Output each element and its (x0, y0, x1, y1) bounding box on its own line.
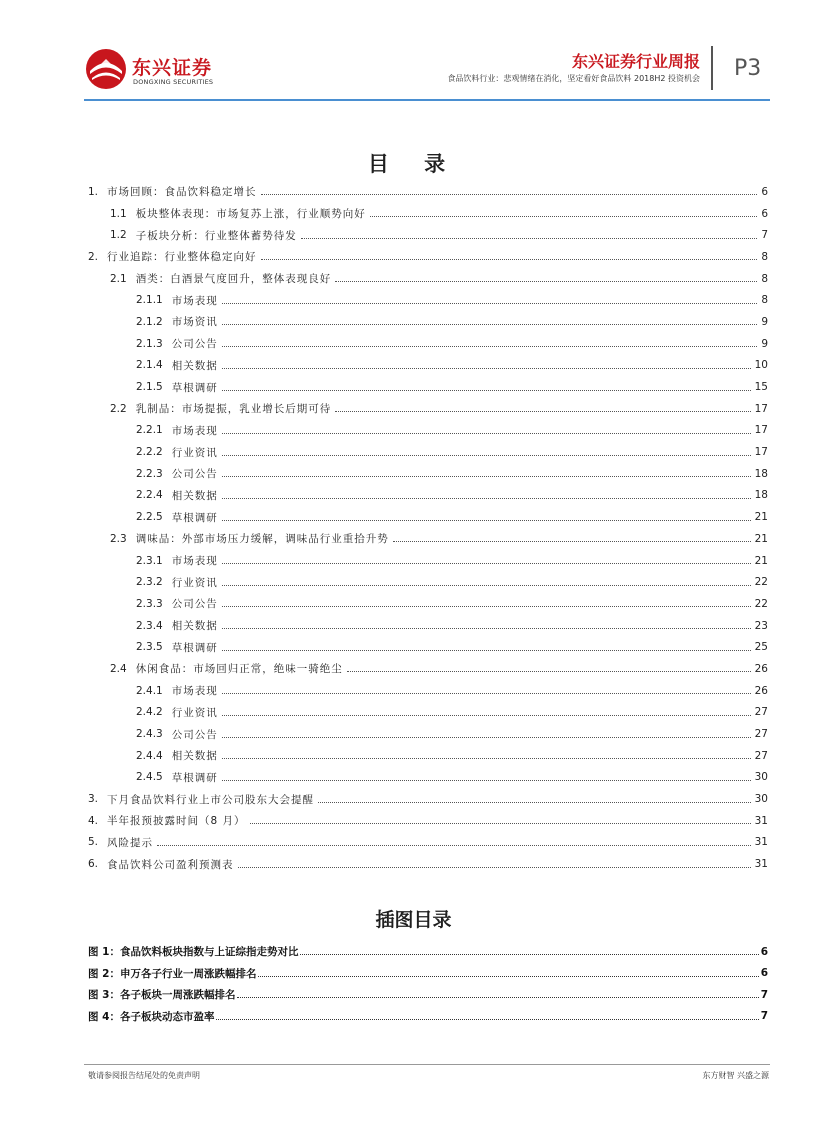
toc-leader-dots (222, 758, 751, 759)
header-divider (711, 46, 713, 90)
toc-entry-text: 公司公告 (171, 338, 218, 351)
toc-entry-number: 2.2 (110, 402, 127, 415)
toc-entry-text: 市场表现 (171, 555, 218, 568)
toc-leader-dots (222, 780, 751, 781)
toc-leader-dots (222, 737, 751, 738)
toc-entry-number: 2.3.5 (136, 641, 163, 654)
toc-entry-text: 风险提示 (107, 836, 154, 849)
toc-entry-text: 行业资讯 (171, 706, 218, 719)
toc-entry-text: 调味品：外部市场压力缓解，调味品行业重拾升势 (135, 533, 389, 546)
toc-leader-dots (318, 802, 751, 803)
page-header (0, 0, 827, 110)
toc-entry-text: 草根调研 (171, 771, 218, 784)
toc-entry-page: 17 (754, 446, 768, 459)
toc-entry-page: 22 (754, 597, 768, 610)
toc-leader-dots (261, 259, 758, 260)
toc-entry-text: 市场表现 (171, 424, 218, 437)
toc-entry-number: 2.3.2 (136, 576, 163, 589)
toc-entry-number: 2.1.5 (136, 381, 163, 394)
toc-leader-dots (222, 693, 751, 694)
toc-entry-number: 2. (88, 250, 99, 263)
toc-entry-number: 2.4.5 (136, 771, 163, 784)
toc-entry-text: 子板块分析：行业整体蓄势待发 (135, 229, 297, 242)
figure-leader-dots (300, 954, 758, 955)
toc-entry[interactable] (88, 441, 768, 463)
toc-entry-text: 草根调研 (171, 381, 218, 394)
toc-entry[interactable] (88, 658, 768, 680)
toc-leader-dots (261, 194, 758, 195)
figure-entry-text: 图 1：食品饮料板块指数与上证综指走势对比 (88, 946, 299, 959)
toc-leader-dots (222, 585, 751, 586)
toc-entry[interactable] (88, 723, 768, 745)
figure-entry-text: 图 4：各子板块动态市盈率 (88, 1010, 215, 1023)
toc-entry[interactable] (88, 333, 768, 355)
toc-entry-number: 2.2.4 (136, 489, 163, 502)
toc-leader-dots (250, 823, 751, 824)
toc-leader-dots (393, 541, 751, 542)
toc-entry-text: 休闲食品：市场回归正常，绝味一骑绝尘 (135, 663, 343, 676)
figure-entry-page: 6 (760, 945, 768, 958)
toc-entry-number: 6. (88, 858, 99, 871)
toc-entry-number: 2.4.1 (136, 684, 163, 697)
toc-entry-text: 半年报预披露时间（8 月） (107, 815, 246, 828)
toc-entry-number: 4. (88, 814, 99, 827)
logo-text-en: DONGXING SECURITIES (133, 78, 214, 86)
toc-entry-page: 31 (754, 858, 768, 871)
toc-entry-page: 22 (754, 576, 768, 589)
figure-leader-dots (258, 976, 758, 977)
toc-entry[interactable] (88, 203, 768, 225)
toc-entry-number: 2.4.2 (136, 706, 163, 719)
toc-leader-dots (222, 715, 751, 716)
toc-entry-number: 2.4 (110, 662, 127, 675)
toc-entry-page: 27 (754, 706, 768, 719)
toc-entry-page: 8 (761, 294, 768, 307)
toc-entry-number: 1.2 (110, 229, 127, 242)
toc-entry-number: 2.4.3 (136, 728, 163, 741)
toc-leader-dots (222, 520, 751, 521)
toc-entry-number: 1.1 (110, 207, 127, 220)
toc-entry[interactable] (88, 506, 768, 528)
toc-entry-page: 8 (761, 272, 768, 285)
toc-entry-page: 17 (754, 402, 768, 415)
figure-leader-dots (216, 1019, 758, 1020)
toc-entry[interactable] (88, 680, 768, 702)
toc-entry[interactable] (88, 615, 768, 637)
toc-entry-number: 2.2.1 (136, 424, 163, 437)
toc-leader-dots (222, 606, 751, 607)
figure-entry[interactable] (88, 963, 768, 985)
toc-entry[interactable] (88, 767, 768, 789)
toc-entry-text: 行业追踪：行业整体稳定向好 (107, 251, 257, 264)
toc-entry-text: 酒类：白酒景气度回升，整体表现良好 (135, 273, 332, 286)
toc-entry-page: 30 (754, 793, 768, 806)
toc-entry-number: 2.1.2 (136, 315, 163, 328)
figure-leader-dots (237, 997, 758, 998)
toc-entry-number: 2.2.2 (136, 446, 163, 459)
toc-leader-dots (222, 650, 751, 651)
toc-entry-text: 市场表现 (171, 294, 218, 307)
toc-entry[interactable] (88, 311, 768, 333)
toc-entry[interactable] (88, 224, 768, 246)
toc-leader-dots (335, 281, 757, 282)
toc-leader-dots (222, 455, 751, 456)
toc-entry-number: 2.1.4 (136, 359, 163, 372)
toc-entry-page: 9 (761, 337, 768, 350)
toc-entry-text: 公司公告 (171, 598, 218, 611)
footer-disclaimer: 敬请参阅报告结尾处的免责声明 (88, 1071, 200, 1080)
toc-entry-number: 2.4.4 (136, 749, 163, 762)
toc-entry[interactable] (88, 702, 768, 724)
toc-leader-dots (157, 845, 751, 846)
toc-leader-dots (222, 563, 751, 564)
toc-entry-text: 行业资讯 (171, 576, 218, 589)
figure-entry-text: 图 2：申万各子行业一周涨跌幅排名 (88, 967, 257, 980)
toc-entry[interactable] (88, 636, 768, 658)
toc-entry[interactable] (88, 788, 768, 810)
toc-entry-text: 食品饮料公司盈利预测表 (107, 858, 234, 871)
toc-entry-text: 市场资讯 (171, 316, 218, 329)
toc-entry[interactable] (88, 246, 768, 268)
toc-entry-number: 2.1.3 (136, 337, 163, 350)
figure-entry-page: 6 (760, 967, 768, 980)
toc-entry-text: 草根调研 (171, 511, 218, 524)
toc-entry-text: 乳制品：市场提振，乳业增长后期可待 (135, 403, 332, 416)
toc-entry[interactable] (88, 355, 768, 377)
toc-entry-page: 8 (761, 250, 768, 263)
toc-entry-page: 18 (754, 467, 768, 480)
toc-entry-page: 21 (754, 511, 768, 524)
toc-entry-text: 市场回顾：食品饮料稳定增长 (107, 186, 257, 199)
toc-entry[interactable] (88, 853, 768, 875)
logo-text-cn: 东兴证券 (132, 57, 213, 79)
toc-entry-text: 相关数据 (171, 750, 218, 763)
toc-entry-text: 市场表现 (171, 685, 218, 698)
header-rule (84, 99, 770, 101)
toc-entry-page: 9 (761, 315, 768, 328)
toc-title: 目 录 (367, 152, 460, 176)
toc-entry-number: 2.1.1 (136, 294, 163, 307)
toc-entry[interactable] (88, 528, 768, 550)
toc-entry[interactable] (88, 550, 768, 572)
footer-slogan: 东方财智 兴盛之源 (702, 1071, 769, 1080)
toc-entry-number: 3. (88, 793, 99, 806)
toc-entry-number: 2.3 (110, 532, 127, 545)
toc-entry-number: 2.2.5 (136, 511, 163, 524)
figure-entry-text: 图 3：各子板块一周涨跌幅排名 (88, 989, 236, 1002)
figure-entry[interactable] (88, 941, 768, 963)
toc-entry-page: 21 (754, 532, 768, 545)
toc-entry-page: 6 (761, 207, 768, 220)
toc-entry[interactable] (88, 268, 768, 290)
toc-entry-text: 行业资讯 (171, 446, 218, 459)
figure-entry[interactable] (88, 984, 768, 1006)
figure-entry-page: 7 (760, 1010, 768, 1023)
toc-entry-page: 23 (754, 619, 768, 632)
figure-entry-page: 7 (760, 988, 768, 1001)
toc-entry-number: 2.3.1 (136, 554, 163, 567)
toc-entry[interactable] (88, 463, 768, 485)
toc-entry[interactable] (88, 289, 768, 311)
toc-entry-text: 相关数据 (171, 489, 218, 502)
toc-entry-page: 26 (754, 662, 768, 675)
toc-entry-number: 1. (88, 185, 99, 198)
toc-leader-dots (222, 628, 751, 629)
toc-entry-page: 21 (754, 554, 768, 567)
toc-entry[interactable] (88, 571, 768, 593)
toc-entry-page: 18 (754, 489, 768, 502)
toc-entry-page: 30 (754, 771, 768, 784)
toc-entry[interactable] (88, 485, 768, 507)
toc-entry-page: 26 (754, 684, 768, 697)
toc-leader-dots (222, 433, 751, 434)
figure-list-title: 插图目录 (375, 909, 452, 931)
toc-entry-page: 17 (754, 424, 768, 437)
toc-entry-text: 公司公告 (171, 468, 218, 481)
toc-entry-text: 相关数据 (171, 620, 218, 633)
report-title: 东兴证券行业周报 (571, 52, 700, 71)
toc-entry-number: 5. (88, 836, 99, 849)
toc-entry-page: 15 (754, 381, 768, 394)
report-subtitle: 食品饮料行业：悲观情绪在消化，坚定看好食品饮料 2018H2 投资机会 (447, 74, 700, 83)
toc-entry-page: 31 (754, 814, 768, 827)
toc-entry-page: 27 (754, 749, 768, 762)
toc-entry-text: 公司公告 (171, 728, 218, 741)
toc-entry[interactable] (88, 810, 768, 832)
toc-entry-page: 25 (754, 641, 768, 654)
company-logo (84, 47, 224, 93)
toc-leader-dots (222, 324, 758, 325)
toc-entry-number: 2.3.4 (136, 619, 163, 632)
logo-emblem-icon (84, 47, 128, 91)
toc-entry[interactable] (88, 398, 768, 420)
toc-entry[interactable] (88, 181, 768, 203)
toc-leader-dots (222, 390, 751, 391)
toc-entry[interactable] (88, 420, 768, 442)
toc-leader-dots (222, 498, 751, 499)
toc-entry-page: 31 (754, 836, 768, 849)
toc-leader-dots (301, 238, 758, 239)
toc-entry-page: 6 (761, 185, 768, 198)
toc-leader-dots (222, 476, 751, 477)
toc-entry-text: 板块整体表现：市场复苏上涨，行业顺势向好 (135, 208, 366, 221)
toc-entry-text: 相关数据 (171, 359, 218, 372)
toc-entry-page: 10 (754, 359, 768, 372)
toc-leader-dots (238, 867, 751, 868)
toc-leader-dots (370, 216, 758, 217)
toc-entry-page: 27 (754, 728, 768, 741)
toc-leader-dots (335, 411, 750, 412)
toc-leader-dots (222, 303, 758, 304)
toc-entry-text: 草根调研 (171, 641, 218, 654)
table-of-contents (88, 181, 768, 875)
toc-entry-number: 2.2.3 (136, 467, 163, 480)
toc-entry[interactable] (88, 745, 768, 767)
toc-entry[interactable] (88, 376, 768, 398)
footer-rule (84, 1064, 770, 1065)
toc-entry-text: 下月食品饮料行业上市公司股东大会提醒 (107, 793, 315, 806)
toc-leader-dots (222, 346, 758, 347)
toc-leader-dots (347, 671, 751, 672)
toc-entry-number: 2.1 (110, 272, 127, 285)
toc-leader-dots (222, 368, 751, 369)
toc-entry[interactable] (88, 832, 768, 854)
toc-entry-page: 7 (761, 229, 768, 242)
page-number: P3 (734, 56, 762, 81)
figure-list (88, 941, 768, 1027)
toc-entry-number: 2.3.3 (136, 597, 163, 610)
toc-entry[interactable] (88, 593, 768, 615)
figure-entry[interactable] (88, 1006, 768, 1028)
